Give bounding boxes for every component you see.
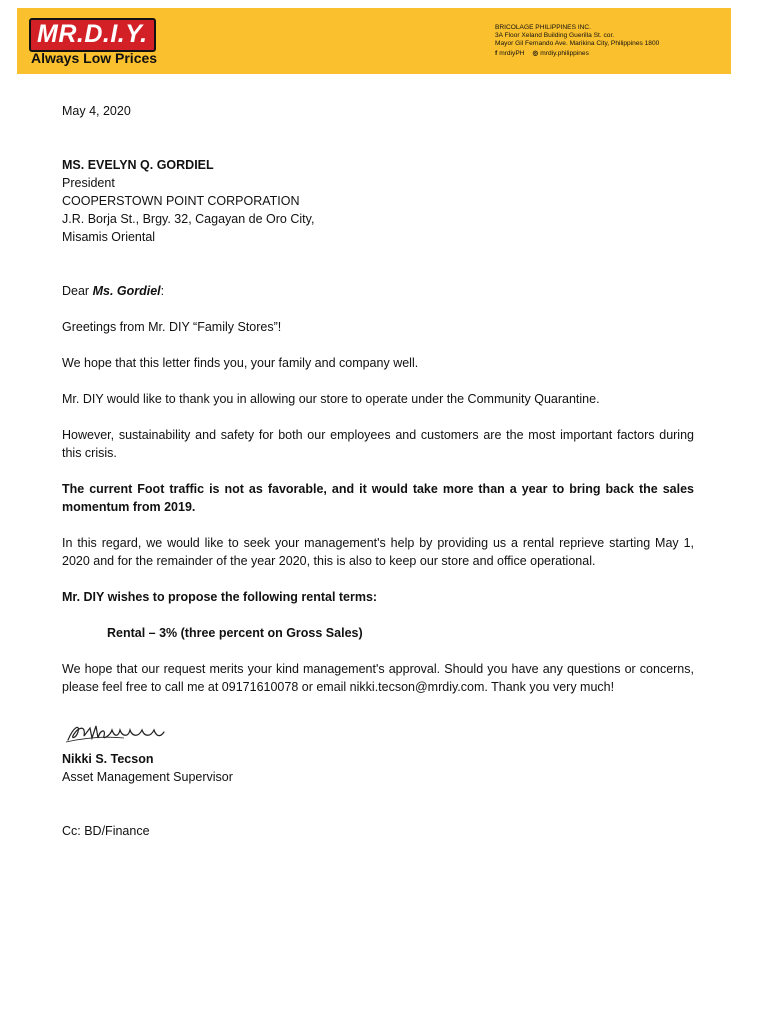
signer-title: Asset Management Supervisor (62, 770, 233, 784)
foot-traffic-paragraph: The current Foot traffic is not as favorable, and it would take more than a year to bring back the sales momentum from 2019. (62, 482, 694, 514)
propose-paragraph: Mr. DIY wishes to propose the following rental terms: (62, 590, 378, 604)
hope-paragraph: We hope that this letter finds you, your family and company well. (62, 356, 419, 370)
letter-body (62, 102, 694, 840)
however-paragraph: However, sustainability and safety for both our employees and customers are the most important factors during this crisis. (62, 428, 694, 460)
logo-wordmark: MR.D.I.Y. (29, 18, 156, 52)
recipient-name: MS. EVELYN Q. GORDIEL (62, 158, 214, 172)
recipient-title: President (62, 176, 115, 190)
signature (62, 714, 694, 750)
salutation: Dear Ms. Gordiel: (62, 284, 165, 298)
company-name: BRICOLAGE PHILIPPINES INC. (495, 24, 592, 31)
instagram-link: ◎ mrdiy.philippines (532, 50, 589, 57)
company-address-1: 3A Floor Xeland Building Guerilla St. cor. (495, 32, 615, 39)
rental-terms: Rental – 3% (three percent on Gross Sales) (107, 626, 363, 640)
regard-paragraph: In this regard, we would like to seek your management's help by providing us a rental reprieve starting May 1, 2020 and for the remainder of the year 2020, this is also to keep our store and office operational. (62, 536, 694, 568)
logo-tagline: Always Low Prices (31, 50, 158, 66)
facebook-icon: f (495, 50, 498, 57)
instagram-icon: ◎ (532, 50, 539, 57)
mrdiy-logo (29, 18, 219, 68)
company-info (495, 24, 727, 58)
recipient-address-1: J.R. Borja St., Brgy. 32, Cagayan de Oro City, (62, 212, 315, 226)
thanks-paragraph: Mr. DIY would like to thank you in allowing our store to operate under the Community Quarantine. (62, 392, 600, 406)
closing-paragraph: We hope that our request merits your kind management's approval. Should you have any questions or concerns, please feel free to call me at 09171610078 or email nikki.tecson@mrdiy.com. Thank you very much! (62, 662, 694, 694)
social-links (495, 50, 727, 58)
recipient-address-2: Misamis Oriental (62, 230, 156, 244)
signer-name: Nikki S. Tecson (62, 752, 154, 766)
company-address-2: Mayor Gil Fernando Ave. Marikina City, Philippines 1800 (495, 40, 660, 47)
recipient-company: COOPERSTOWN POINT CORPORATION (62, 194, 300, 208)
signature-scribble (64, 718, 174, 748)
cc-line: Cc: BD/Finance (62, 824, 150, 838)
letter-date: May 4, 2020 (62, 104, 131, 118)
salutation-name: Ms. Gordiel (92, 284, 161, 298)
greeting-paragraph: Greetings from Mr. DIY “Family Stores”! (62, 320, 282, 334)
letterhead (17, 8, 731, 74)
facebook-link: f mrdiyPH (495, 50, 525, 57)
